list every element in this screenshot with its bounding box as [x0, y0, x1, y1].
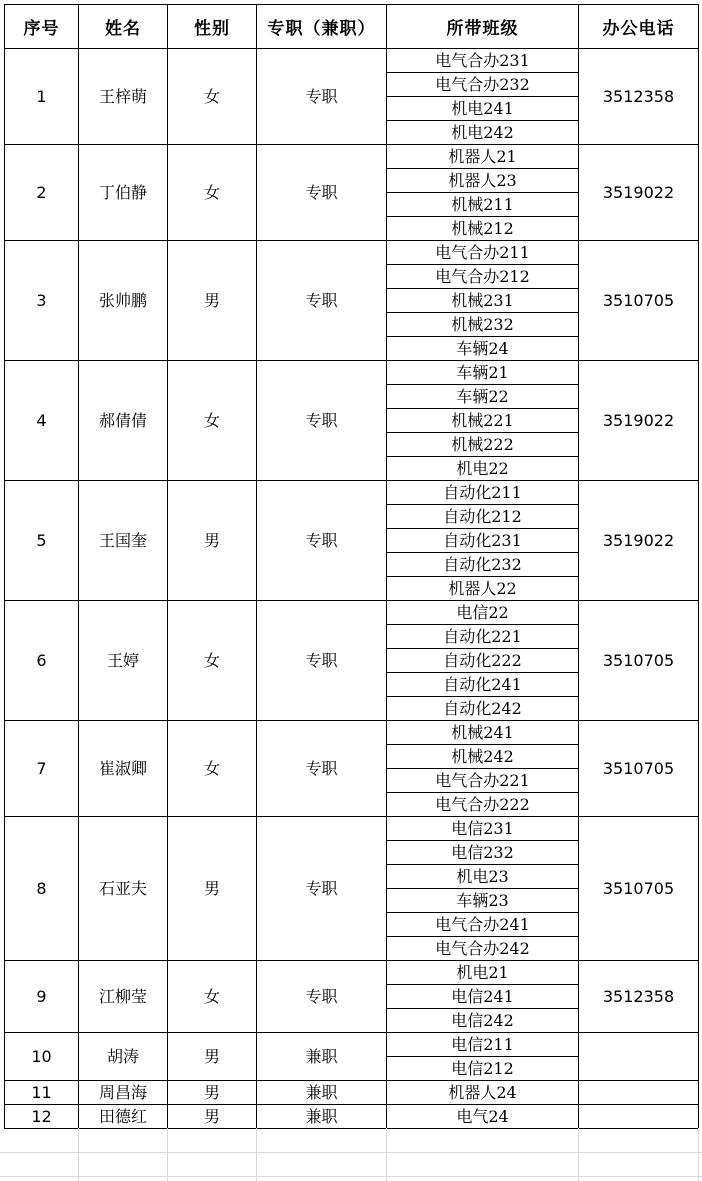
cell-class[interactable]: 机械242 [387, 745, 579, 769]
cell-class[interactable]: 车辆21 [387, 361, 579, 385]
cell-class[interactable]: 机电242 [387, 121, 579, 145]
cell-number[interactable]: 9 [5, 961, 79, 1033]
sheet-gridline [578, 1128, 579, 1181]
cell-class[interactable]: 自动化212 [387, 505, 579, 529]
cell-class[interactable]: 电气合办232 [387, 73, 579, 97]
cell-gender[interactable]: 男 [168, 241, 257, 361]
cell-employment-type[interactable]: 专职 [257, 721, 387, 817]
header-office-phone[interactable]: 办公电话 [579, 5, 699, 49]
cell-name[interactable]: 王国奎 [79, 481, 168, 601]
table-row [5, 1081, 699, 1105]
cell-employment-type[interactable]: 专职 [257, 817, 387, 961]
cell-class[interactable]: 自动化221 [387, 625, 579, 649]
cell-class[interactable]: 电信212 [387, 1057, 579, 1081]
cell-name[interactable]: 胡涛 [79, 1033, 168, 1081]
cell-number[interactable]: 1 [5, 49, 79, 145]
cell-class[interactable]: 机械222 [387, 433, 579, 457]
cell-class[interactable]: 机械212 [387, 217, 579, 241]
cell-class[interactable]: 电信211 [387, 1033, 579, 1057]
cell-number[interactable]: 12 [5, 1105, 79, 1129]
cell-class[interactable]: 机械211 [387, 193, 579, 217]
cell-employment-type[interactable]: 专职 [257, 49, 387, 145]
cell-name[interactable]: 周昌海 [79, 1081, 168, 1105]
table-row [5, 241, 699, 265]
cell-employment-type[interactable]: 专职 [257, 241, 387, 361]
cell-class[interactable]: 车辆22 [387, 385, 579, 409]
cell-employment-type[interactable]: 兼职 [257, 1081, 387, 1105]
roster-body [5, 49, 699, 1129]
cell-office-phone[interactable]: 3519022 [579, 361, 699, 481]
cell-class[interactable]: 机器人22 [387, 577, 579, 601]
cell-name[interactable]: 江柳莹 [79, 961, 168, 1033]
cell-number[interactable]: 5 [5, 481, 79, 601]
cell-number[interactable]: 6 [5, 601, 79, 721]
cell-employment-type[interactable]: 专职 [257, 481, 387, 601]
cell-office-phone[interactable]: 3510705 [579, 241, 699, 361]
cell-office-phone[interactable] [579, 1081, 699, 1105]
cell-class[interactable]: 电气合办222 [387, 793, 579, 817]
cell-class[interactable]: 电信22 [387, 601, 579, 625]
cell-class[interactable]: 车辆23 [387, 889, 579, 913]
cell-number[interactable]: 4 [5, 361, 79, 481]
header-name[interactable]: 姓名 [79, 5, 168, 49]
cell-class[interactable]: 电气合办212 [387, 265, 579, 289]
table-row [5, 817, 699, 841]
cell-class[interactable]: 机器人24 [387, 1081, 579, 1105]
cell-gender[interactable]: 男 [168, 1033, 257, 1081]
cell-class[interactable]: 机械221 [387, 409, 579, 433]
cell-office-phone[interactable]: 3519022 [579, 481, 699, 601]
cell-employment-type[interactable]: 专职 [257, 145, 387, 241]
cell-gender[interactable]: 女 [168, 145, 257, 241]
cell-class[interactable]: 电气合办242 [387, 937, 579, 961]
sheet-gridline [698, 1128, 699, 1181]
cell-gender[interactable]: 女 [168, 961, 257, 1033]
cell-class[interactable]: 电气24 [387, 1105, 579, 1129]
cell-gender[interactable]: 男 [168, 1105, 257, 1129]
cell-class[interactable]: 电信231 [387, 817, 579, 841]
cell-gender[interactable]: 女 [168, 601, 257, 721]
cell-name[interactable]: 王梓萌 [79, 49, 168, 145]
cell-gender[interactable]: 女 [168, 721, 257, 817]
cell-office-phone[interactable] [579, 1105, 699, 1129]
sheet-gridline [386, 1128, 387, 1181]
header-number[interactable]: 序号 [5, 5, 79, 49]
cell-class[interactable]: 机械241 [387, 721, 579, 745]
cell-class[interactable]: 电气合办211 [387, 241, 579, 265]
cell-name[interactable]: 郝倩倩 [79, 361, 168, 481]
cell-employment-type[interactable]: 兼职 [257, 1033, 387, 1081]
cell-class[interactable]: 自动化211 [387, 481, 579, 505]
cell-name[interactable]: 张帅鹏 [79, 241, 168, 361]
cell-number[interactable]: 3 [5, 241, 79, 361]
cell-class[interactable]: 机械232 [387, 313, 579, 337]
cell-office-phone[interactable] [579, 1033, 699, 1081]
sheet-gridline [167, 1128, 168, 1181]
cell-number[interactable]: 7 [5, 721, 79, 817]
cell-number[interactable]: 10 [5, 1033, 79, 1081]
header-classes[interactable]: 所带班级 [387, 5, 579, 49]
table-row [5, 961, 699, 985]
cell-class[interactable]: 自动化242 [387, 697, 579, 721]
cell-office-phone[interactable]: 3510705 [579, 721, 699, 817]
cell-class[interactable]: 电信241 [387, 985, 579, 1009]
cell-name[interactable]: 崔淑卿 [79, 721, 168, 817]
cell-name[interactable]: 田德红 [79, 1105, 168, 1129]
cell-number[interactable]: 11 [5, 1081, 79, 1105]
sheet-gridline [256, 1128, 257, 1181]
cell-employment-type[interactable]: 兼职 [257, 1105, 387, 1129]
cell-office-phone[interactable]: 3512358 [579, 961, 699, 1033]
cell-class[interactable]: 自动化222 [387, 649, 579, 673]
table-row [5, 361, 699, 385]
sheet-gridline [0, 1176, 702, 1177]
cell-class[interactable]: 电气合办241 [387, 913, 579, 937]
cell-number[interactable]: 2 [5, 145, 79, 241]
cell-class[interactable]: 机电23 [387, 865, 579, 889]
table-row [5, 1105, 699, 1129]
table-row [5, 145, 699, 169]
cell-name[interactable]: 石亚夫 [79, 817, 168, 961]
cell-office-phone[interactable]: 3519022 [579, 145, 699, 241]
table-row [5, 601, 699, 625]
cell-class[interactable]: 机械231 [387, 289, 579, 313]
cell-office-phone[interactable]: 3510705 [579, 601, 699, 721]
cell-class[interactable]: 电气合办231 [387, 49, 579, 73]
cell-gender[interactable]: 男 [168, 481, 257, 601]
cell-class[interactable]: 自动化231 [387, 529, 579, 553]
cell-number[interactable]: 8 [5, 817, 79, 961]
cell-office-phone[interactable]: 3512358 [579, 49, 699, 145]
table-row [5, 481, 699, 505]
cell-class[interactable]: 电气合办221 [387, 769, 579, 793]
cell-name[interactable]: 丁伯静 [79, 145, 168, 241]
cell-employment-type[interactable]: 专职 [257, 961, 387, 1033]
cell-class[interactable]: 机器人21 [387, 145, 579, 169]
header-row [5, 5, 699, 49]
cell-class[interactable]: 机电21 [387, 961, 579, 985]
header-employment-type[interactable]: 专职（兼职） [257, 5, 387, 49]
cell-gender[interactable]: 女 [168, 361, 257, 481]
table-row [5, 1033, 699, 1057]
cell-employment-type[interactable]: 专职 [257, 601, 387, 721]
cell-gender[interactable]: 女 [168, 49, 257, 145]
teacher-roster-table [4, 4, 699, 1129]
cell-class[interactable]: 机电22 [387, 457, 579, 481]
cell-class[interactable]: 电信242 [387, 1009, 579, 1033]
cell-employment-type[interactable]: 专职 [257, 361, 387, 481]
cell-gender[interactable]: 男 [168, 817, 257, 961]
cell-class[interactable]: 电信232 [387, 841, 579, 865]
cell-name[interactable]: 王婷 [79, 601, 168, 721]
sheet-gridline [0, 1152, 702, 1153]
header-gender[interactable]: 性别 [168, 5, 257, 49]
table-row [5, 721, 699, 745]
cell-class[interactable]: 机电241 [387, 97, 579, 121]
cell-gender[interactable]: 男 [168, 1081, 257, 1105]
table-row [5, 49, 699, 73]
sheet-gridline [78, 1128, 79, 1181]
cell-class[interactable]: 自动化241 [387, 673, 579, 697]
cell-office-phone[interactable]: 3510705 [579, 817, 699, 961]
cell-class[interactable]: 自动化232 [387, 553, 579, 577]
cell-class[interactable]: 车辆24 [387, 337, 579, 361]
cell-class[interactable]: 机器人23 [387, 169, 579, 193]
